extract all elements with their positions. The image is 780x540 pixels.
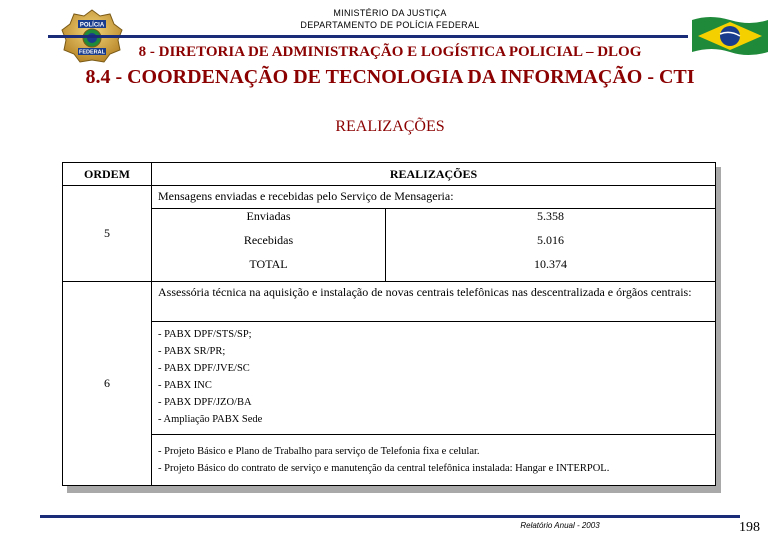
department-name: DEPARTAMENTO DE POLÍCIA FEDERAL: [300, 20, 480, 30]
table-row: [63, 322, 716, 435]
message-counts-table: [152, 208, 715, 281]
report-title: Relatório Anual - 2003: [520, 521, 600, 530]
svg-text:FEDERAL: FEDERAL: [79, 49, 105, 56]
list-item: - PABX DPF/STS/SP;: [158, 329, 252, 340]
footer-rule: [40, 515, 740, 518]
ministry-name: MINISTÉRIO DA JUSTIÇA: [333, 8, 447, 18]
count-value: 5.016: [537, 233, 564, 247]
page-number: 198: [739, 520, 760, 535]
table-row: [152, 233, 715, 257]
list-item: - PABX INC: [158, 380, 212, 391]
realizations-table: [62, 162, 716, 486]
count-label: TOTAL: [152, 257, 386, 281]
order-cell: 5: [63, 186, 152, 282]
count-label: Enviadas: [152, 209, 386, 234]
directorate-title: 8 - DIRETORIA DE ADMINISTRAÇÃO E LOGÍSTICA POLICIAL – DLOG: [138, 44, 642, 60]
header-rule: [48, 35, 688, 38]
table-row: [63, 186, 716, 282]
section-title: REALIZAÇÕES: [335, 118, 445, 135]
list-item: - Projeto Básico do contrato de serviço e manutenção da central telefônica instalada: Hangar e INTERPOL.: [158, 463, 610, 474]
list-item: - Projeto Básico e Plano de Trabalho para serviço de Telefonia fixa e celular.: [158, 446, 480, 457]
row6-intro: Assessória técnica na aquisição e instalação de novas centrais telefônicas nas descentralizada e órgãos centrais:: [152, 282, 716, 322]
realizations-column-header: REALIZAÇÕES: [152, 163, 716, 186]
projects-list: [152, 435, 716, 486]
table-row: [63, 282, 716, 322]
realization-cell: [152, 186, 716, 282]
table-header-row: [63, 163, 716, 186]
coordination-title: 8.4 - COORDENAÇÃO DE TECNOLOGIA DA INFORMAÇÃO - CTI: [85, 66, 695, 88]
table-row: [152, 257, 715, 281]
count-label: Recebidas: [152, 233, 386, 257]
svg-text:POLÍCIA: POLÍCIA: [79, 22, 105, 29]
list-item: - PABX DPF/JZO/BA: [158, 397, 252, 408]
list-item: - Ampliação PABX Sede: [158, 414, 263, 425]
table-row: [63, 435, 716, 486]
order-cell: 6: [63, 282, 152, 486]
count-value: 5.358: [386, 209, 716, 234]
list-item: - PABX SR/PR;: [158, 346, 226, 357]
count-value: 10.374: [534, 257, 567, 271]
pabx-list: [152, 322, 716, 435]
order-column-header: ORDEM: [63, 163, 152, 186]
row5-intro: Mensagens enviadas e recebidas pelo Serviço de Mensageria:: [158, 189, 454, 203]
list-item: - PABX DPF/JVE/SC: [158, 363, 250, 374]
table-row: [152, 209, 715, 234]
